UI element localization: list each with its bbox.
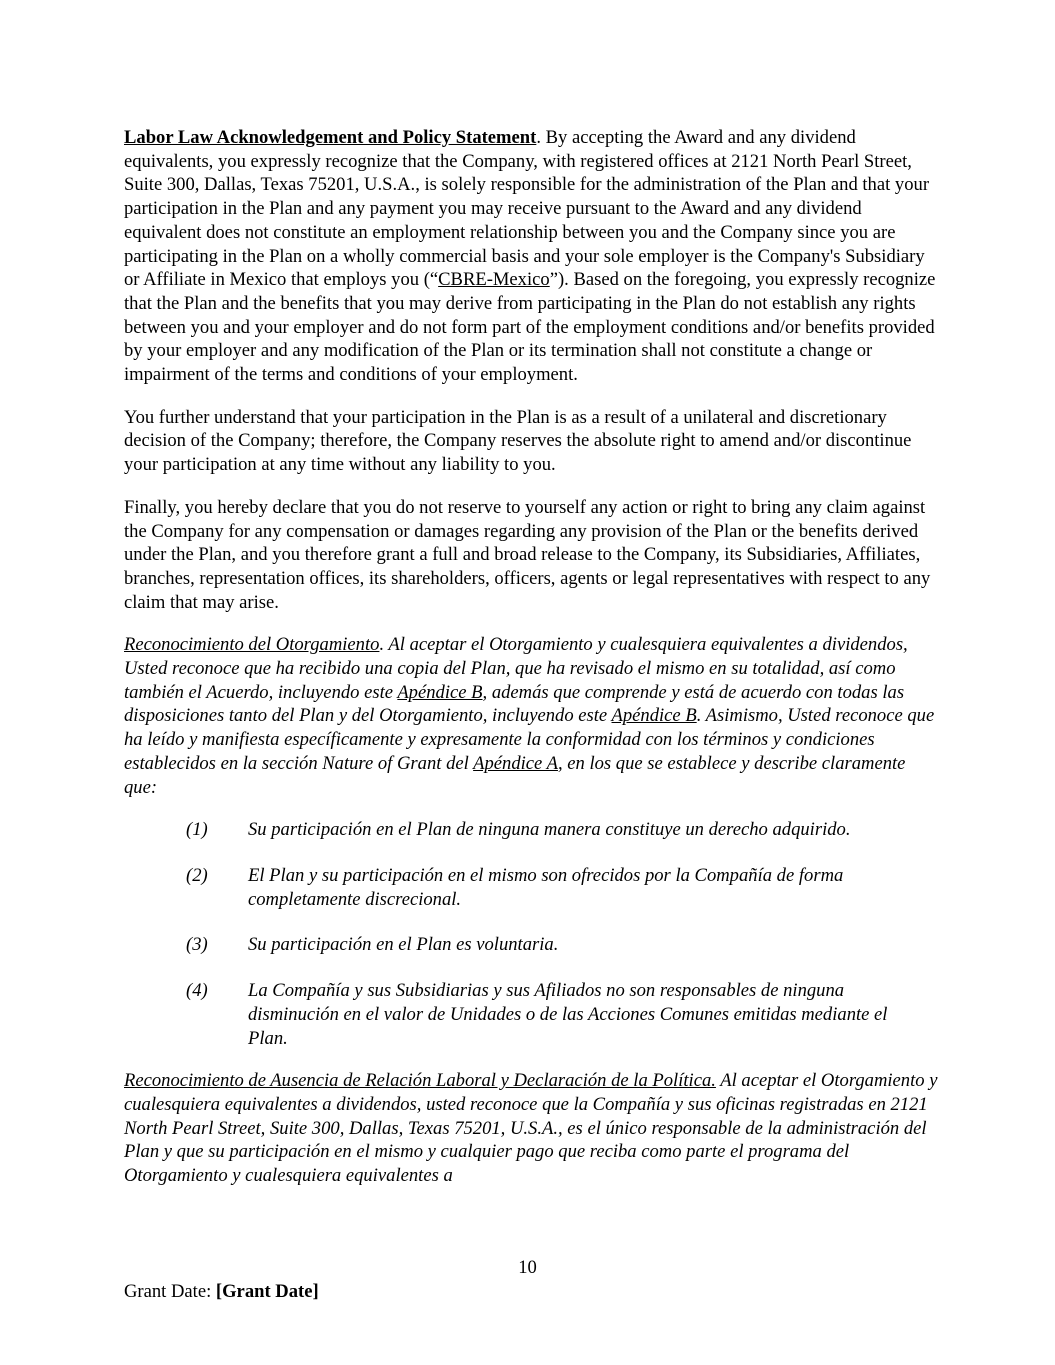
document-body <box>124 126 939 1207</box>
release-paragraph: Finally, you hereby declare that you do not reserve to yourself any action or right to bring any claim against the Company for any compensation or damages regarding any provision of the Plan or the benefits derived under the Plan, and you therefore grant a full and broad release to the Company, its Subsidiaries, Affiliates, branches, representation offices, its shareholders, officers, agents or legal representatives with respect to any claim that may arise. <box>124 496 931 613</box>
section-heading-labor-law: Labor Law Acknowledgement and Policy Statement <box>124 127 537 148</box>
list-number: (2) <box>186 864 208 886</box>
page-footer <box>124 1280 319 1304</box>
section-heading-reconocimiento: Reconocimiento del Otorgamiento <box>124 634 380 656</box>
grant-date-label: Grant Date: <box>124 1281 216 1302</box>
list-number: (4) <box>186 980 208 1002</box>
list-text: Su participación en el Plan de ninguna manera constituye un derecho adquirido. <box>248 819 851 841</box>
further-understand-paragraph: You further understand that your participation in the Plan is as a result of a unilateral and discretionary decision of the Company; therefore, the Company reserves the absolute right to amend and/or discontinue your participation at any time without any liability to you. <box>124 406 912 476</box>
appendix-a-reference: Apéndice A <box>473 752 558 774</box>
appendix-b-reference: Apéndice B <box>611 705 697 727</box>
grant-date-value: [Grant Date] <box>215 1281 319 1302</box>
defined-term-cbre-mexico: CBRE-Mexico <box>438 269 550 291</box>
list-text: Su participación en el Plan es voluntaria. <box>248 934 559 956</box>
list-item <box>124 818 939 842</box>
list-item <box>124 864 939 911</box>
ausencia-relacion-laboral-paragraph: Reconocimiento de Ausencia de Relación Laboral y Declaración de la Política. Al aceptar el Otorgamiento y cualesquiera equivalentes a dividendos, usted reconoce que la Compañía y sus oficinas registradas en 2121 North Pearl Street, Suite 300, Dallas, Texas 75201, U.S.A., es el único responsable de la administración del Plan y que su participación en el mismo y cualquier pago que reciba como parte el programa del Otorgamiento y cualesquiera equivalentes a <box>124 1070 938 1187</box>
section-heading-ausencia: Reconocimiento de Ausencia de Relación Laboral y Declaración de la Política. <box>124 1070 716 1092</box>
list-text: La Compañía y sus Subsidiarias y sus Afiliados no son responsables de ninguna disminución en el valor de Unidades o de las Acciones Comunes emitidas mediante el Plan. <box>248 980 888 1049</box>
list-item <box>124 979 939 1050</box>
list-item <box>124 933 939 957</box>
labor-law-paragraph: Labor Law Acknowledgement and Policy Statement. By accepting the Award and any dividend equivalents, you expressly recognize that the Company, with registered offices at 2121 North Pearl Street, Suite 300, Dallas, Texas 75201, U.S.A., is solely responsible for the administration of the Plan and that your participation in the Plan and any payment you may receive pursuant to the Award and any dividend equivalent does not constitute an employment relationship between you and the Company since you are participating in the Plan on a wholly commercial basis and your sole employer is the Company's Subsidiary or Affiliate in Mexico that employs you (“CBRE-Mexico”). Based on the foregoing, you expressly recognize that the Plan and the benefits that you may derive from participating in the Plan do not establish any rights between you and your employer and do not form part of the employment conditions and/or benefits provided by your employer and any modification of the Plan or its termination shall not constitute a change or impairment of the terms and conditions of your employment. <box>124 127 936 386</box>
numbered-list <box>124 818 939 1050</box>
appendix-b-reference: Apéndice B <box>397 681 483 703</box>
reconocimiento-otorgamiento-paragraph: Reconocimiento del Otorgamiento. Al aceptar el Otorgamiento y cualesquiera equivalentes a dividendos, Usted reconoce que ha recibido una copia del Plan, que ha revisado el mismo en su totalidad, así como también el Acuerdo, incluyendo este Apéndice B, además que comprende y está de acuerdo con todas las disposiciones tanto del Plan y del Otorgamiento, incluyendo este Apéndice B. Asimismo, Usted reconoce que ha leído y manifiesta específicamente y expresamente la conformidad con los términos y condiciones establecidos en la sección Nature of Grant del Apéndice A, en los que se establece y describe claramente que: <box>124 634 935 798</box>
page-number: 10 <box>518 1257 537 1278</box>
list-number: (1) <box>186 819 208 841</box>
list-number: (3) <box>186 934 208 956</box>
list-text: El Plan y su participación en el mismo son ofrecidos por la Compañía de forma completamente discrecional. <box>248 864 844 910</box>
